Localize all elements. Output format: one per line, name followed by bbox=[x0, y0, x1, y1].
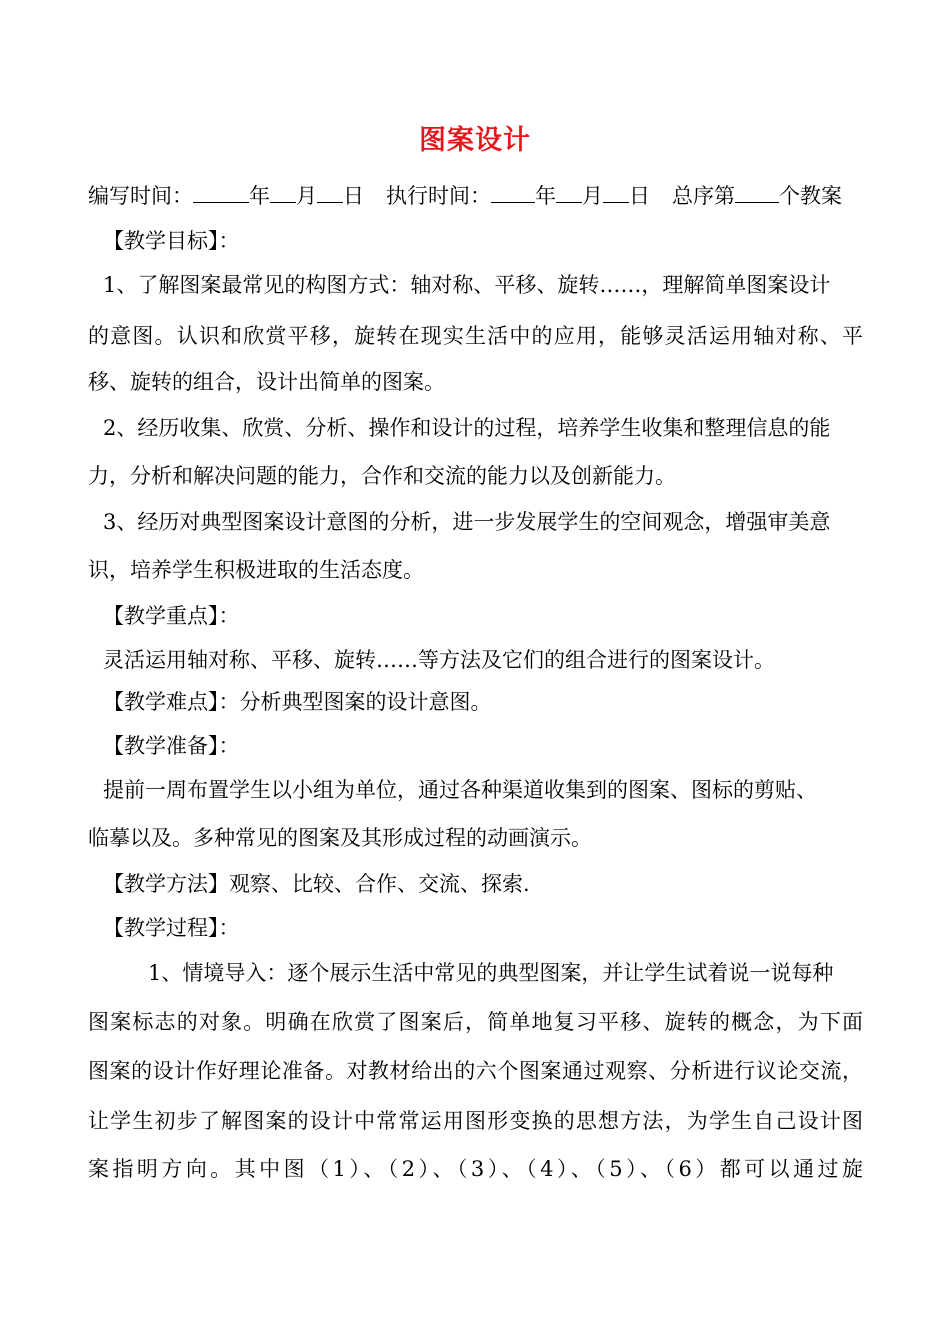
exec-day-unit: 日 bbox=[629, 184, 650, 208]
meta-line bbox=[88, 181, 842, 211]
exec-year-blank bbox=[491, 182, 535, 203]
write-time-label: 编写时间： bbox=[88, 184, 193, 208]
write-year-unit: 年 bbox=[249, 184, 270, 208]
objective-3-line-1: 3、经历对典型图案设计意图的分析，进一步发展学生的空间观念，增强审美意 bbox=[103, 510, 831, 534]
process-line-3: 图案的设计作好理论准备。对教材给出的六个图案通过观察、分析进行议论交流， bbox=[88, 1059, 863, 1083]
method-heading: 【教学方法】 bbox=[103, 872, 229, 896]
process-line-5: 案指明方向。其中图（1）、（2）、（3）、（4）、（5）、（6）都可以通过旋 bbox=[88, 1157, 863, 1181]
objective-1-line-2: 的意图。认识和欣赏平移，旋转在现实生活中的应用，能够灵活运用轴对称、平 bbox=[88, 324, 863, 348]
preparation-line-2: 临摹以及。多种常见的图案及其形成过程的动画演示。 bbox=[88, 826, 592, 850]
objective-1-line-1: 1、了解图案最常见的构图方式：轴对称、平移、旋转……，理解简单图案设计 bbox=[103, 273, 831, 297]
difficulty-heading: 【教学难点】： bbox=[103, 690, 240, 714]
exec-month-blank bbox=[556, 182, 582, 203]
write-day-unit: 日 bbox=[343, 184, 364, 208]
exec-month-unit: 月 bbox=[582, 184, 603, 208]
objective-1-line-3: 移、旋转的组合，设计出简单的图案。 bbox=[88, 370, 445, 394]
objective-3-line-2: 识，培养学生积极进取的生活态度。 bbox=[88, 558, 424, 582]
objective-2-line-1: 2、经历收集、欣赏、分析、操作和设计的过程，培养学生收集和整理信息的能 bbox=[103, 416, 831, 440]
write-day-blank bbox=[317, 182, 343, 203]
method-text: 观察、比较、合作、交流、探索. bbox=[229, 872, 530, 896]
serial-blank bbox=[735, 182, 779, 203]
write-year-blank bbox=[193, 182, 249, 203]
exec-year-unit: 年 bbox=[535, 184, 556, 208]
write-month-blank bbox=[270, 182, 296, 203]
exec-day-blank bbox=[603, 182, 629, 203]
serial-suffix: 个教案 bbox=[779, 184, 842, 208]
preparation-heading: 【教学准备】： bbox=[103, 734, 240, 758]
process-heading: 【教学过程】： bbox=[103, 916, 240, 940]
method-line bbox=[103, 869, 530, 899]
process-line-4: 让学生初步了解图案的设计中常常运用图形变换的思想方法，为学生自己设计图 bbox=[88, 1109, 863, 1133]
preparation-line-1: 提前一周布置学生以小组为单位，通过各种渠道收集到的图案、图标的剪贴、 bbox=[103, 778, 817, 802]
process-line-1: 1、情境导入：逐个展示生活中常见的典型图案，并让学生试着说一说每种 bbox=[148, 961, 834, 985]
document-title: 图案设计 bbox=[419, 125, 531, 156]
process-line-2: 图案标志的对象。明确在欣赏了图案后，简单地复习平移、旋转的概念，为下面 bbox=[88, 1010, 863, 1034]
key-points-heading: 【教学重点】： bbox=[103, 604, 240, 628]
objective-2-line-2: 力，分析和解决问题的能力，合作和交流的能力以及创新能力。 bbox=[88, 464, 676, 488]
serial-prefix: 总序第 bbox=[672, 184, 735, 208]
difficulty-line bbox=[103, 687, 492, 717]
objectives-heading: 【教学目标】： bbox=[103, 229, 240, 253]
write-month-unit: 月 bbox=[296, 184, 317, 208]
difficulty-text: 分析典型图案的设计意图。 bbox=[239, 690, 492, 714]
exec-time-label: 执行时间： bbox=[386, 184, 491, 208]
key-points-text: 灵活运用轴对称、平移、旋转……等方法及它们的组合进行的图案设计。 bbox=[103, 648, 775, 672]
